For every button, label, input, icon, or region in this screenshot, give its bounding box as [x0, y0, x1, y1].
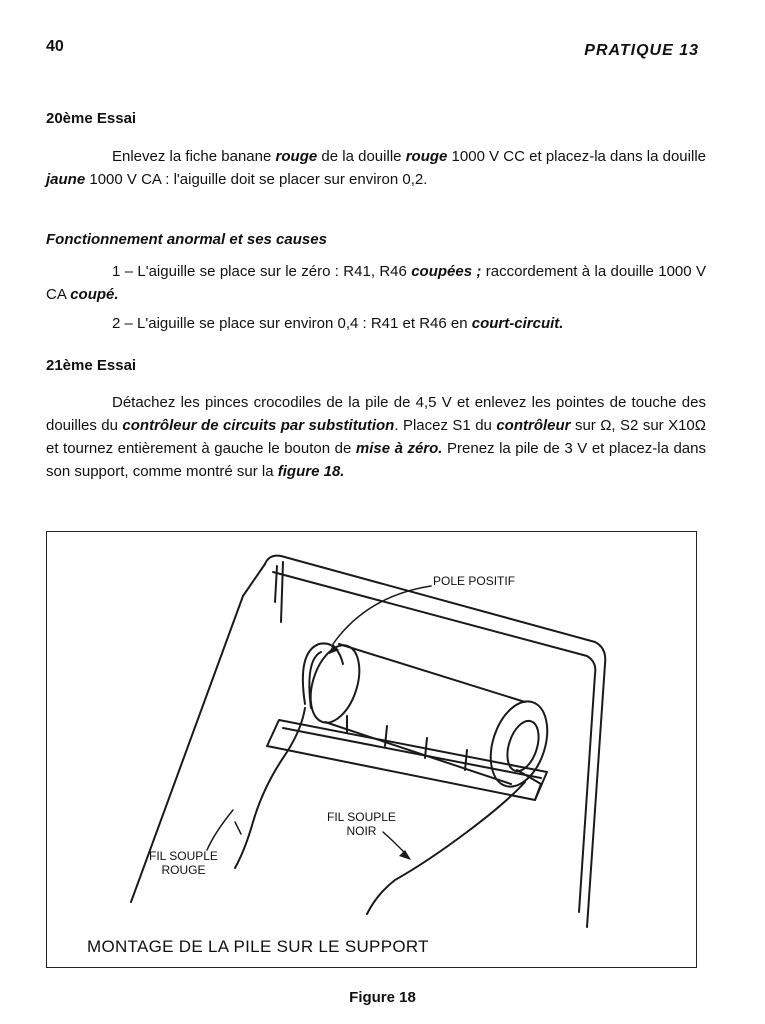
- label-positive-pole: POLE POSITIF: [433, 574, 516, 588]
- malfunction-item-2: 2 – L'aiguille se place sur environ 0,4 : R41 et R46 en court-circuit.: [112, 315, 564, 332]
- label-red-wire: FIL SOUPLE ROUGE: [149, 849, 218, 877]
- running-head: PRATIQUE 13: [584, 42, 699, 59]
- malfunction-item-1: 1 – L'aiguille se place sur le zéro : R41, R46 coupées ; raccordement à la douille 1000 V CA coupé.: [46, 263, 706, 303]
- page-number: 40: [46, 38, 64, 55]
- section-20-heading: 20ème Essai: [46, 110, 137, 127]
- battery-holder-illustration: [47, 532, 695, 966]
- section-21-heading: 21ème Essai: [46, 357, 137, 374]
- figure-18-frame: [46, 531, 697, 968]
- figure-inner-caption: MONTAGE DE LA PILE SUR LE SUPPORT: [87, 937, 429, 956]
- figure-caption: Figure 18: [349, 989, 416, 1006]
- malfunction-subheading: Fonctionnement anormal et ses causes: [46, 231, 327, 248]
- section-21-paragraph: Détachez les pinces crocodiles de la pile de 4,5 V et enlevez les pointes de touche des douilles du contrôleur de circuits par substitution. Placez S1 du contrôleur sur Ω, S2 sur X10Ω et tournez entièrement à gauche le bouton de mise à zéro. Prenez la pile de 3 V et placez-la dans son support, comme montré sur la figure 18.: [46, 394, 706, 480]
- section-20-paragraph: Enlevez la fiche banane rouge de la douille rouge 1000 V CC et placez-la dans la douille jaune 1000 V CA : l'aiguille doit se placer sur environ 0,2.: [46, 148, 706, 188]
- label-black-wire: FIL SOUPLE NOIR: [327, 810, 396, 838]
